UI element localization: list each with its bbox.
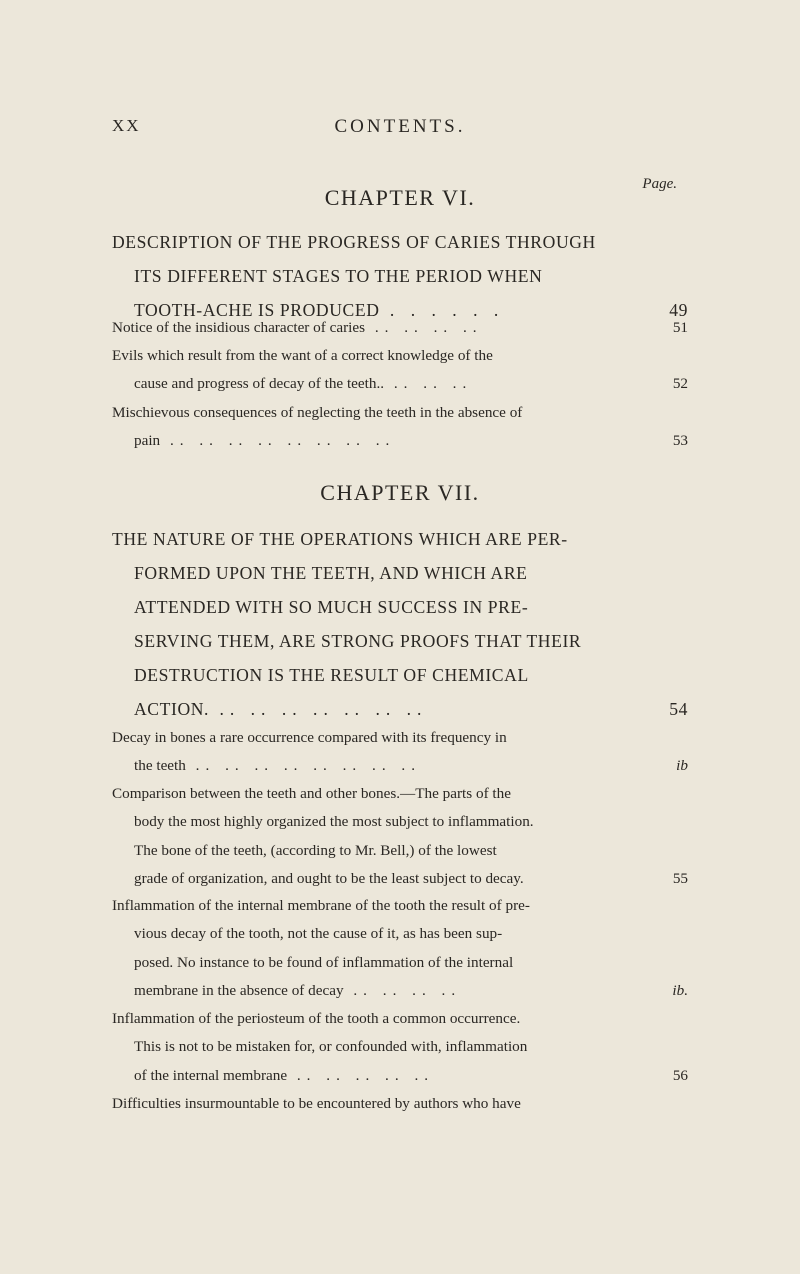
page-number: ib. (672, 981, 688, 999)
entry-line: pain .. .. .. .. .. .. .. .. 53 (112, 427, 682, 455)
toc-entry (112, 1090, 682, 1118)
entry-line: of the internal membrane .. .. .. .. .. 56 (112, 1062, 682, 1090)
entry-line: body the most highly organized the most subject to inflammation. (134, 813, 534, 831)
entry-line: cause and progress of decay of the teeth.. .. .. .. 52 (112, 370, 682, 398)
entry-line: vious decay of the tooth, not the cause of it, as has been sup- (134, 925, 503, 943)
running-head (0, 116, 800, 140)
page-number: 54 (669, 699, 688, 719)
summary-line: ATTENDED WITH SO MUCH SUCCESS IN PRE- (134, 597, 529, 617)
summary-line: ITS DIFFERENT STAGES TO THE PERIOD WHEN (134, 266, 543, 286)
entry-line: the teeth .. .. .. .. .. .. .. .. ib (112, 752, 682, 780)
summary-line: THE NATURE OF THE OPERATIONS WHICH ARE PER- (112, 529, 568, 549)
summary-line: DESTRUCTION IS THE RESULT OF CHEMICAL (134, 665, 529, 685)
summary-line: TOOTH-ACHE IS PRODUCED . . . . . . 49 (112, 293, 682, 327)
entry-line: posed. No instance to be found of inflammation of the internal (134, 953, 514, 971)
entry-line: Comparison between the teeth and other bones.—The parts of the (112, 785, 511, 802)
entry-line: Inflammation of the internal membrane of the tooth the result of pre- (112, 897, 530, 914)
toc-entry (112, 892, 688, 1005)
summary-line: DESCRIPTION OF THE PROGRESS OF CARIES THROUGH (112, 232, 596, 252)
summary-line: FORMED UPON THE TEETH, AND WHICH ARE (134, 563, 528, 583)
page-column-label: Page. (642, 176, 677, 192)
toc-entry (112, 780, 688, 893)
entry-line: The bone of the teeth, (according to Mr. Bell,) of the lowest (134, 841, 497, 859)
summary-line: ACTION. .. .. .. .. .. .. .. 54 (112, 692, 682, 726)
toc-entry (112, 724, 688, 781)
page-number: 55 (672, 869, 688, 887)
entry-line: Mischievous consequences of neglecting the teeth in the absence of (112, 404, 523, 421)
entry-line: Inflammation of the periosteum of the tooth a common occurrence. (112, 1010, 521, 1027)
entry-line: membrane in the absence of decay .. .. .. .. ib. (112, 977, 682, 1005)
entry-line: grade of organization, and ought to be the least subject to decay. 55 (112, 865, 682, 893)
toc-entry (112, 1005, 688, 1090)
entry-line: This is not to be mistaken for, or confounded with, inflammation (134, 1038, 528, 1056)
toc-entry (112, 399, 688, 456)
chapter-heading: CHAPTER VII. (320, 480, 480, 505)
page-number: 56 (672, 1066, 688, 1084)
entry-line: Decay in bones a rare occurrence compared with its frequency in (112, 729, 507, 746)
entry-line: Difficulties insurmountable to be encountered by authors who have (112, 1095, 521, 1112)
page-number: 49 (669, 300, 688, 320)
entry-line: Evils which result from the want of a correct knowledge of the (112, 347, 493, 364)
page-number: 52 (672, 375, 688, 393)
page-numeral: XX (112, 116, 141, 135)
running-title: CONTENTS. (334, 116, 466, 137)
page-number: ib (676, 757, 688, 775)
entry-line: Notice of the insidious character of caries .. .. .. .. 51 (112, 314, 682, 342)
chapter-heading: CHAPTER VI. (324, 185, 476, 210)
page-number: 53 (672, 432, 688, 450)
toc-entry (112, 342, 688, 399)
summary-line: SERVING THEM, ARE STRONG PROOFS THAT THEIR (134, 631, 582, 651)
toc-entry (112, 314, 688, 342)
chapter-summary (112, 522, 688, 726)
chapter-summary (112, 225, 688, 327)
page-number: 51 (672, 319, 688, 336)
